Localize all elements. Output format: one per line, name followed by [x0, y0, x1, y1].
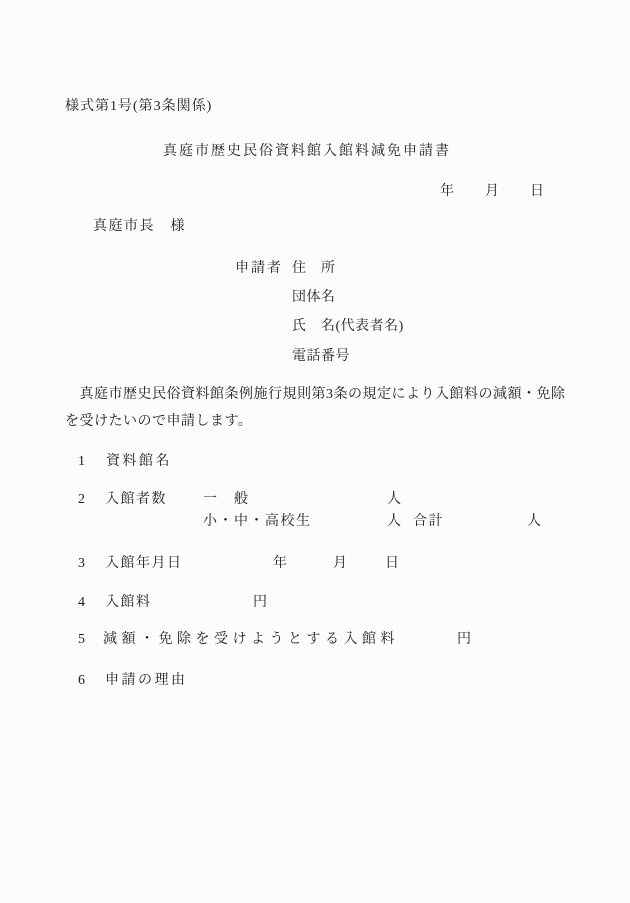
- item-2-label: 入館者数: [105, 492, 167, 507]
- date-placeholder-line: 年 月 日: [440, 184, 545, 199]
- item-3-label: 入館年月日: [105, 556, 183, 571]
- item-1-label: 資料館名: [106, 454, 172, 469]
- item-3-month-unit: 月: [333, 556, 347, 571]
- addressee: 真庭市長 様: [93, 219, 186, 234]
- item-5-number: 5: [78, 632, 85, 647]
- form-number: 様式第1号(第3条関係): [65, 99, 213, 114]
- item-4-yen-unit: 円: [253, 595, 267, 610]
- item-3-day-unit: 日: [385, 556, 399, 571]
- document-title: 真庭市歴史民俗資料館入館料減免申請書: [163, 144, 451, 159]
- item-4-label: 入館料: [105, 595, 152, 610]
- item-3-number: 3: [78, 556, 85, 571]
- item-2-total-label: 合計: [413, 514, 444, 529]
- item-6-label: 申請の理由: [105, 673, 188, 688]
- item-4-number: 4: [78, 595, 85, 610]
- applicant-organization-field: 団体名: [292, 290, 336, 305]
- applicant-address-field: 住 所: [292, 261, 336, 276]
- item-2-number: 2: [78, 492, 85, 507]
- item-2-general-unit: 人: [387, 492, 401, 507]
- item-5-label: 減額・免除を受けようとする入館料: [103, 632, 399, 647]
- applicant-name-field: 氏 名(代表者名): [292, 319, 404, 334]
- body-paragraph-line-1: 真庭市歴史民俗資料館条例施行規則第3条の規定により入館料の減額・免除: [65, 387, 566, 402]
- item-1-number: 1: [78, 454, 85, 469]
- item-5-yen-unit: 円: [457, 632, 471, 647]
- body-paragraph-line-2: を受けたいので申請します。: [65, 414, 253, 429]
- item-3-year-unit: 年: [273, 556, 287, 571]
- item-2-students-unit: 人: [387, 514, 401, 529]
- item-2-general-label: 一 般: [203, 492, 250, 507]
- applicant-phone-field: 電話番号: [292, 349, 350, 364]
- applicant-label: 申請者: [235, 261, 283, 276]
- item-2-students-label: 小・中・高校生: [203, 514, 312, 529]
- item-6-number: 6: [78, 673, 85, 688]
- item-2-total-unit: 人: [527, 514, 541, 529]
